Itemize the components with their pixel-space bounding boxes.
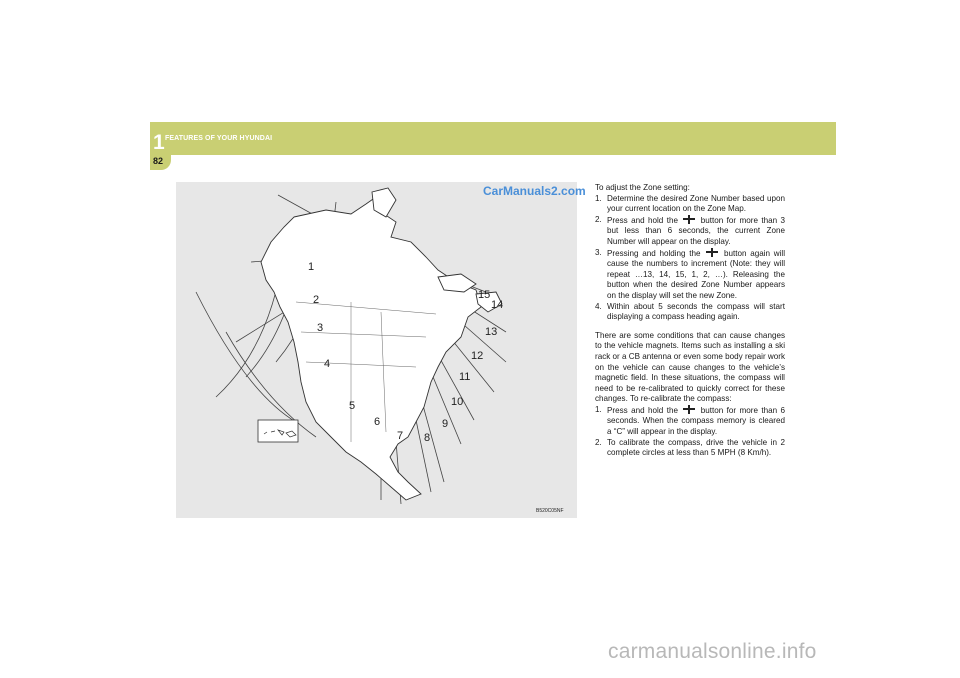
calibration-paragraph: There are some conditions that can cause changes to the vehicle magnets. Items such as installing a ski rack or a CB antenna or even some body repair work on the vehicle can cause changes to the vehicle’s magnetic field. In these situations, the compass will need to be re-calibrated to quickly correct for these changes. To re-calibrate the compass: bbox=[595, 330, 785, 404]
compass-button-icon bbox=[682, 215, 696, 224]
step-text: Determine the desired Zone Number based upon your current location on the Zone Map. bbox=[607, 193, 785, 214]
zone-label: 2 bbox=[313, 294, 320, 306]
step-text: button for more than 6 seconds. When the compass memory is cleared a “C” will appear in the display. bbox=[607, 405, 786, 437]
zone-step-3 bbox=[595, 248, 785, 302]
step-text: Press and hold the bbox=[607, 405, 678, 415]
intro-text: To adjust the Zone setting: bbox=[595, 183, 690, 192]
continent-outline bbox=[261, 188, 502, 500]
compass-button-icon bbox=[682, 405, 696, 414]
zone-label: 9 bbox=[442, 418, 449, 430]
step-text: Pressing and holding the bbox=[607, 248, 701, 258]
chapter-number: 1 bbox=[153, 131, 165, 154]
spacer bbox=[595, 323, 785, 331]
zone-label: 12 bbox=[471, 350, 484, 362]
step-number: 2. bbox=[595, 214, 602, 224]
calibrate-step-2 bbox=[595, 438, 785, 459]
zone-label: 5 bbox=[349, 400, 356, 412]
page-number: 82 bbox=[153, 156, 164, 166]
carmanualsonline-watermark: carmanualsonline.info bbox=[608, 640, 817, 663]
zone-label: 6 bbox=[374, 416, 381, 428]
zone-step-4 bbox=[595, 302, 785, 323]
step-number: 1. bbox=[595, 193, 602, 203]
step-text: button for more than 3 but less than 6 seconds, the current Zone Number will appear on the display. bbox=[607, 215, 786, 246]
zone-label: 4 bbox=[324, 358, 331, 370]
instructions-column bbox=[595, 183, 785, 459]
zone-label: 13 bbox=[485, 326, 498, 338]
zone-label: 7 bbox=[397, 430, 404, 442]
zone-label: 1 bbox=[308, 261, 315, 273]
compass-button-icon bbox=[705, 248, 719, 257]
step-number: 3. bbox=[595, 247, 602, 257]
chapter-title: FEATURES OF YOUR HYUNDAI bbox=[165, 135, 273, 142]
step-number: 2. bbox=[595, 437, 602, 447]
calibrate-step-1 bbox=[595, 405, 785, 438]
zone-map-figure bbox=[176, 182, 577, 518]
step-text: Within about 5 seconds the compass will start displaying a compass heading again. bbox=[607, 301, 785, 322]
carmanuals-watermark: CarManuals2.com bbox=[483, 184, 586, 198]
zone-label: 8 bbox=[424, 432, 431, 444]
step-text: To calibrate the compass, drive the vehicle in 2 complete circles at less than 5 MPH (8 Km/h). bbox=[607, 437, 785, 458]
hawaii-inset bbox=[258, 420, 298, 442]
step-number: 4. bbox=[595, 301, 602, 311]
step-text: button again will cause the numbers to increment (Note: they will repeat …13, 14, 15, 1, 2, …). Releasing the button when the desired Zone Number appears on the display will set the new Zone. bbox=[607, 248, 785, 300]
zone-label: 15 bbox=[478, 289, 491, 301]
step-number: 1. bbox=[595, 404, 602, 414]
step-text: Press and hold the bbox=[607, 215, 678, 225]
zone-label: 11 bbox=[459, 371, 471, 383]
zone-step-2 bbox=[595, 215, 785, 248]
figure-code: B520C05NF bbox=[536, 508, 564, 514]
zone-step-1 bbox=[595, 194, 785, 215]
zone-label: 10 bbox=[451, 396, 464, 408]
zone-label: 14 bbox=[491, 299, 504, 311]
zone-label: 3 bbox=[317, 322, 324, 334]
north-america-zone-map bbox=[176, 182, 577, 518]
